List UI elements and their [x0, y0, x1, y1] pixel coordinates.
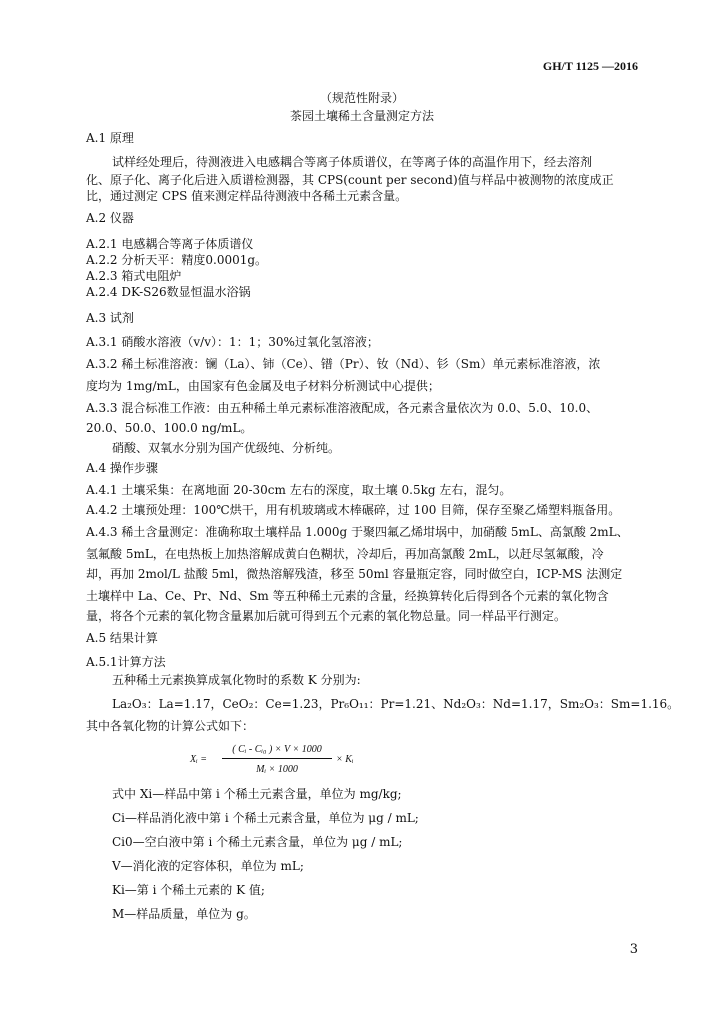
- paragraph-line: 却，再加 2mol/L 盐酸 5ml，微热溶解残渣，移至 50ml 容量瓶定容，同时做空白，ICP-MS 法测定: [86, 567, 623, 581]
- paragraph-line: 土壤样中 La、Ce、Pr、Nd、Sm 等五种稀土元素的含量，经换算转化后得到各个元素的氧化物含: [86, 589, 609, 603]
- paragraph-line: 度均为 1mg/mL，由国家有色金属及电子材料分析测试中心提供；: [86, 379, 440, 393]
- formula-numerator: ( Cᵢ - Cᵢ₀ ) × V × 1000: [232, 744, 322, 755]
- list-item: A.3.2 稀土标准溶液：镧（La）、铈（Ce）、镨（Pr）、钕（Nd）、钐（Sm）单元素标准溶液，浓: [86, 357, 601, 371]
- list-item: A.2.4 DK-S26数显恒温水浴锅: [86, 285, 251, 299]
- section-a2-heading: A.2 仪器: [86, 211, 134, 225]
- list-item: A.4.2 土壤预处理：100℃烘干，用有机玻璃或木棒碾碎，过 100 目筛，保存至聚乙烯塑料瓶备用。: [86, 503, 621, 517]
- coefficient-line: La₂O₃：La=1.17，CeO₂：Ce=1.23，Pr₆O₁₁：Pr=1.21、Nd₂O₃：Nd=1.17，Sm₂O₃：Sm=1.16。: [112, 697, 680, 711]
- appendix-title: 茶园土壤稀土含量测定方法: [289, 109, 434, 123]
- section-a1-heading: A.1 原理: [86, 131, 134, 145]
- paragraph-line: 量，将各个元素的氧化物含量累加后就可得到五个元素的氧化物总量。同一样品平行测定。: [86, 609, 567, 623]
- formula-lhs: Xᵢ =: [190, 754, 207, 765]
- list-item: A.3.1 硝酸水溶液（v/v）：1：1；30%过氧化氢溶液；: [86, 335, 379, 349]
- section-a4-heading: A.4 操作步骤: [86, 461, 158, 475]
- page-number: 3: [629, 942, 638, 957]
- section-a3-heading: A.3 试剂: [86, 311, 134, 325]
- list-item: A.5.1计算方法: [86, 655, 166, 669]
- definition-line: Ci—样品消化液中第 i 个稀土元素含量，单位为 μg / mL;: [112, 811, 419, 825]
- formula-denominator: Mᵢ × 1000: [256, 764, 298, 775]
- appendix-type: （规范性附录）: [319, 91, 404, 105]
- section-a5-heading: A.5 结果计算: [86, 631, 158, 645]
- list-item: A.4.1 土壤采集：在离地面 20-30cm 左右的深度，取土壤 0.5kg 左右，混匀。: [86, 483, 512, 497]
- definition-line: Ki—第 i 个稀土元素的 K 值;: [112, 883, 265, 897]
- definition-line: Ci0—空白液中第 i 个稀土元素含量，单位为 μg / mL;: [112, 835, 403, 849]
- standard-code-header: GH/T 1125 —2016: [542, 59, 638, 73]
- list-item: A.4.3 稀土含量测定：准确称取土壤样品 1.000g 于聚四氟乙烯坩埚中，加硝酸 5mL、高氯酸 2mL、: [86, 525, 629, 539]
- definition-line: 式中 Xi—样品中第 i 个稀土元素含量，单位为 mg/kg;: [112, 787, 402, 801]
- list-item: A.2.1 电感耦合等离子体质谱仪: [86, 237, 254, 251]
- paragraph-line: 20.0、50.0、100.0 ng/mL。: [86, 421, 253, 435]
- calculation-formula: [190, 740, 360, 780]
- list-item: A.2.3 箱式电阻炉: [86, 269, 182, 283]
- formula-rhs: × Kᵢ: [336, 754, 354, 765]
- paragraph-line: 化、原子化、离子化后进入质谱检测器，其 CPS(count per second)值与样品中被测物的浓度成正: [86, 173, 614, 187]
- paragraph-line: 比，通过测定 CPS 值来测定样品待测液中各稀土元素含量。: [86, 189, 408, 203]
- definition-line: M—样品质量，单位为 g。: [112, 907, 256, 921]
- list-item: A.3.3 混合标准工作液：由五种稀土单元素标准溶液配成，各元素含量依次为 0.0、5.0、10.0、: [86, 401, 599, 415]
- definition-line: V—消化液的定容体积，单位为 mL;: [112, 859, 304, 873]
- paragraph-line: 硝酸、双氧水分别为国产优级纯、分析纯。: [112, 441, 341, 455]
- paragraph-line: 五种稀土元素换算成氧化物时的系数 K 分别为:: [112, 673, 361, 687]
- fraction-bar: [222, 758, 332, 759]
- paragraph-line: 试样经处理后，待测液进入电感耦合等离子体质谱仪，在等离子体的高温作用下，经去溶剂: [112, 155, 593, 169]
- paragraph-line: 其中各氧化物的计算公式如下：: [86, 719, 255, 733]
- list-item: A.2.2 分析天平：精度0.0001g。: [86, 253, 268, 267]
- paragraph-line: 氢氟酸 5mL，在电热板上加热溶解成黄白色糊状，冷却后，再加高氯酸 2mL，以赶尽氢氟酸，冷: [86, 547, 604, 561]
